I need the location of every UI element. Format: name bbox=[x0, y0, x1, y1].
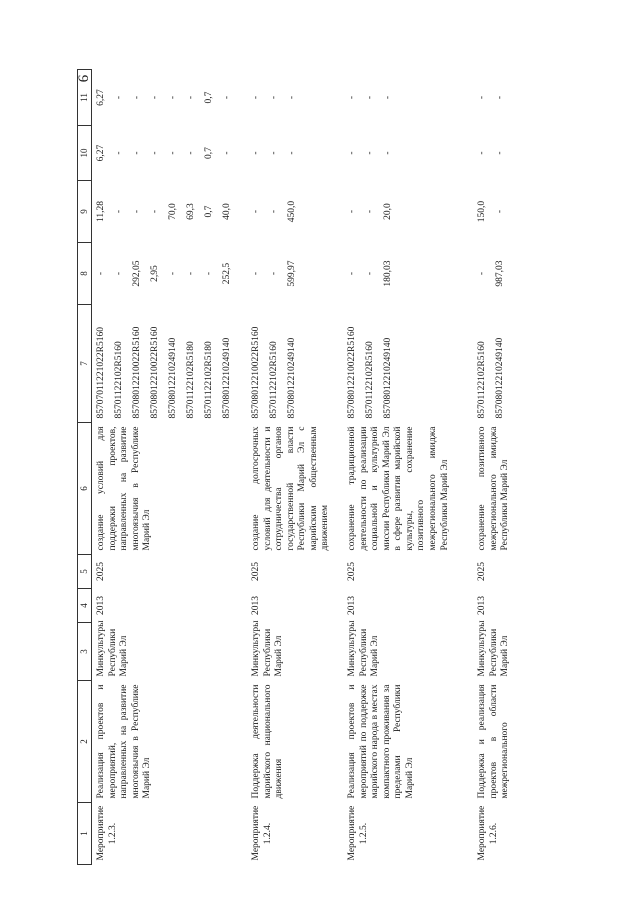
amount-col11-value: - bbox=[346, 95, 357, 100]
amount-col11-value: - bbox=[185, 95, 196, 100]
start-year: 2013 bbox=[476, 596, 487, 615]
amount-col9-value: 150,0 bbox=[476, 200, 487, 223]
amount-col8-value: - bbox=[95, 271, 106, 276]
col-header: 4 bbox=[78, 589, 92, 623]
amount-col10-value: - bbox=[113, 151, 124, 155]
amount-col10-value: - bbox=[250, 151, 261, 155]
budget-code bbox=[472, 305, 524, 423]
amount-col10 bbox=[472, 126, 524, 181]
amount-col8-value: 252,5 bbox=[221, 262, 232, 285]
amount-col11 bbox=[246, 70, 342, 126]
amount-col11-value: - bbox=[364, 95, 375, 100]
amount-col11-value: - bbox=[131, 95, 142, 100]
budget-code-value: 85708012210249140 bbox=[494, 337, 505, 419]
amount-col8-value: - bbox=[185, 271, 196, 276]
amount-col11-value: 0,7 bbox=[203, 91, 214, 104]
budget-code-value: 85708012210249140 bbox=[167, 337, 178, 419]
amount-col8-value: - bbox=[250, 271, 261, 276]
start-year: 2013 bbox=[250, 596, 261, 615]
amount-col8-value: - bbox=[364, 271, 375, 276]
page-number: 9 bbox=[74, 74, 91, 83]
executor: Минкультуры Республики Марий Эл bbox=[476, 620, 511, 677]
col-header: 5 bbox=[78, 555, 92, 589]
amount-col10-value: - bbox=[382, 151, 393, 155]
activity-name: Реализация проектов и мероприятий по поддержке марийского народа в местах компактного проживания за пределами Республики Марий Эл bbox=[346, 684, 415, 799]
amount-col10-value: - bbox=[476, 151, 487, 155]
budget-code-value: 85701122102R5160 bbox=[113, 341, 124, 419]
budget-code-value: 85708012210022R5160 bbox=[131, 326, 142, 419]
amount-col11 bbox=[91, 70, 246, 126]
col-header: 1 bbox=[78, 803, 92, 865]
col-header: 8 bbox=[78, 243, 92, 305]
activity-name: Реализация проектов и мероприятий, направленных на развитие многоязычия в Республике Марий Эл bbox=[95, 684, 153, 799]
col-header: 3 bbox=[78, 623, 92, 681]
amount-col8 bbox=[246, 243, 342, 305]
amount-col9-value: - bbox=[149, 209, 160, 214]
amount-col9 bbox=[246, 181, 342, 243]
amount-col11 bbox=[342, 70, 472, 126]
amount-col10-value: - bbox=[185, 151, 196, 155]
budget-code-value: 85707011221022R5160 bbox=[95, 327, 106, 419]
amount-col9-value: - bbox=[494, 209, 505, 214]
amount-col11-value: - bbox=[286, 95, 297, 100]
budget-code-value: 85701122102R5160 bbox=[476, 341, 487, 419]
activity-number: Мероприятие 1.2.5. bbox=[346, 805, 369, 861]
amount-col9-value: - bbox=[113, 209, 124, 214]
start-year: 2013 bbox=[346, 596, 357, 615]
budget-code-value: 85708012210022R5160 bbox=[149, 326, 160, 419]
table-row bbox=[91, 70, 246, 865]
amount-col10-value: - bbox=[364, 151, 375, 155]
table-row bbox=[342, 70, 472, 865]
activity-name: Поддержка деятельности марийского национального движения bbox=[250, 684, 285, 799]
expected-result: сохранение позитивного межрегионального имиджа Республики Марий Эл bbox=[476, 426, 511, 551]
amount-col10-value: - bbox=[149, 151, 160, 155]
amount-col10-value: - bbox=[221, 151, 232, 155]
amount-col11-value: - bbox=[494, 95, 505, 100]
budget-code-value: 85701122102R5160 bbox=[268, 341, 279, 419]
amount-col10-value: - bbox=[494, 151, 505, 155]
amount-col9-value: 450,0 bbox=[286, 200, 297, 223]
amount-col8-value: - bbox=[167, 271, 178, 276]
budget-code-value: 85701122102R5180 bbox=[185, 341, 196, 419]
amount-col9 bbox=[342, 181, 472, 243]
amount-col10 bbox=[91, 126, 246, 181]
amount-col9-value: 70,0 bbox=[167, 203, 178, 220]
amount-col9 bbox=[91, 181, 246, 243]
amount-col10-value: - bbox=[167, 151, 178, 155]
activity-number: Мероприятие 1.2.3. bbox=[95, 805, 118, 861]
executor: Минкультуры Республики Марий Эл bbox=[95, 620, 130, 677]
column-number-row bbox=[78, 70, 92, 865]
budget-code-value: 85708012210022R5160 bbox=[346, 326, 357, 419]
amount-col8-value: 2,95 bbox=[149, 265, 160, 282]
budget-code-value: 85701122102R5160 bbox=[364, 341, 375, 419]
amount-col8-value: 599,97 bbox=[286, 260, 297, 287]
amount-col10 bbox=[246, 126, 342, 181]
col-header: 7 bbox=[78, 305, 92, 423]
amount-col11-value: - bbox=[149, 95, 160, 100]
amount-col11-value: - bbox=[476, 95, 487, 100]
amount-col8-value: - bbox=[203, 271, 214, 276]
amount-col11-value: - bbox=[250, 95, 261, 100]
amount-col8 bbox=[342, 243, 472, 305]
amount-col9-value: 11,28 bbox=[95, 200, 106, 223]
amount-col9-value: 0,7 bbox=[203, 205, 214, 218]
end-year: 2025 bbox=[476, 562, 487, 581]
budget-code-value: 85701122102R5180 bbox=[203, 341, 214, 419]
amount-col11-value: 6,27 bbox=[95, 89, 106, 106]
amount-col8-value: 987,03 bbox=[494, 260, 505, 287]
amount-col9-value: 20,0 bbox=[382, 203, 393, 220]
end-year: 2025 bbox=[95, 562, 106, 581]
amount-col8 bbox=[472, 243, 524, 305]
amount-col10 bbox=[342, 126, 472, 181]
amount-col9-value: - bbox=[364, 209, 375, 214]
amount-col8-value: 292,05 bbox=[131, 260, 142, 287]
amount-col9-value: - bbox=[131, 209, 142, 214]
budget-code-value: 85708012210249140 bbox=[221, 337, 232, 419]
amount-col11 bbox=[472, 70, 524, 126]
activity-number: Мероприятие 1.2.6. bbox=[476, 805, 499, 861]
amount-col8-value: - bbox=[346, 271, 357, 276]
executor: Минкультуры Республики Марий Эл bbox=[346, 620, 381, 677]
activity-name: Поддержка и реализация проектов в области межрегионального bbox=[476, 684, 511, 799]
expected-result: создание долгосрочных условий для деятельности и сотрудничества органов государственной власти Республики Марий Эл с марийским общественным движением bbox=[250, 426, 331, 551]
end-year: 2025 bbox=[250, 562, 261, 581]
table-row bbox=[246, 70, 342, 865]
budget-code bbox=[342, 305, 472, 423]
expected-result: сохранение традиционной деятельности по реализации социальной и культурной миссии Республики Марий Эл в сфере развития марийской культуры, сохранение позитивного межрегионального имиджа Республики Марий Эл bbox=[346, 426, 450, 551]
col-header: 9 bbox=[78, 181, 92, 243]
amount-col9-value: - bbox=[268, 209, 279, 214]
amount-col10-value: - bbox=[131, 151, 142, 155]
amount-col9-value: - bbox=[346, 209, 357, 214]
program-table bbox=[77, 69, 524, 865]
table-row bbox=[472, 70, 524, 865]
amount-col10-value: - bbox=[268, 151, 279, 155]
amount-col8-value: - bbox=[268, 271, 279, 276]
amount-col9-value: 69,3 bbox=[185, 203, 196, 220]
amount-col8-value: - bbox=[113, 271, 124, 276]
amount-col8-value: 180,03 bbox=[382, 260, 393, 287]
amount-col10-value: - bbox=[286, 151, 297, 155]
amount-col10-value: 6,27 bbox=[95, 144, 106, 162]
amount-col8-value: - bbox=[476, 271, 487, 276]
executor: Минкультуры Республики Марий Эл bbox=[250, 620, 285, 677]
budget-code-value: 85708012210249140 bbox=[382, 337, 393, 419]
col-header: 10 bbox=[78, 126, 92, 181]
amount-col9 bbox=[472, 181, 524, 243]
amount-col11-value: - bbox=[113, 95, 124, 100]
budget-code-value: 85708012210249140 bbox=[286, 337, 297, 419]
start-year: 2013 bbox=[95, 596, 106, 615]
amount-col11-value: - bbox=[167, 95, 178, 100]
amount-col11-value: - bbox=[221, 95, 232, 100]
budget-code-value: 85708012210022R5160 bbox=[250, 326, 261, 419]
amount-col9-value: - bbox=[250, 209, 261, 214]
col-header: 2 bbox=[78, 681, 92, 803]
col-header: 6 bbox=[78, 423, 92, 555]
budget-code bbox=[91, 305, 246, 423]
expected-result: создание условий для поддержки проектов, направленных на развитие многоязычия в Республике Марий Эл bbox=[95, 426, 153, 551]
amount-col11-value: - bbox=[382, 95, 393, 100]
activity-number: Мероприятие 1.2.4. bbox=[250, 805, 273, 861]
amount-col11-value: - bbox=[268, 95, 279, 100]
amount-col10-value: - bbox=[346, 151, 357, 155]
col-header: 11 bbox=[78, 70, 92, 126]
amount-col8 bbox=[91, 243, 246, 305]
amount-col10-value: 0,7 bbox=[203, 147, 214, 159]
end-year: 2025 bbox=[346, 562, 357, 581]
budget-code bbox=[246, 305, 342, 423]
amount-col9-value: 40,0 bbox=[221, 203, 232, 220]
